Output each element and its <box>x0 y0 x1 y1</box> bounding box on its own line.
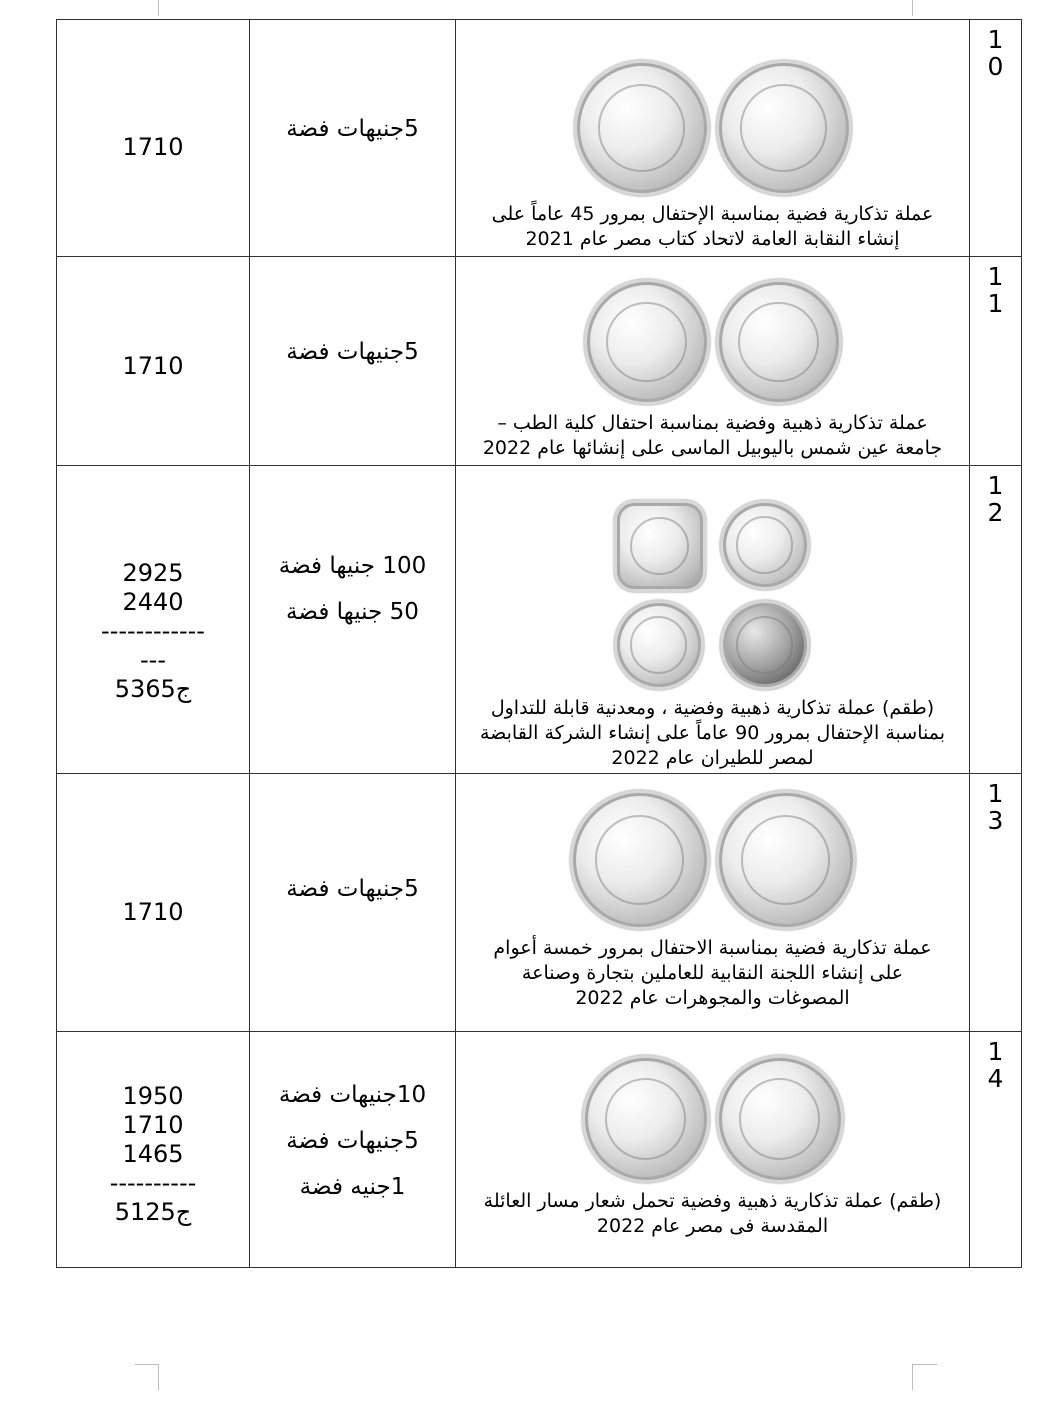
price-cell: 1950 1710 1465 ---------- 5125ج <box>57 1032 250 1268</box>
row-number: 1 3 <box>970 774 1022 1032</box>
coin-images <box>456 1055 969 1183</box>
coin-image <box>720 600 810 690</box>
denomination-cell <box>250 257 456 466</box>
price-cell: 1710 <box>57 257 250 466</box>
coin-image <box>720 500 810 590</box>
crop-mark <box>158 0 159 16</box>
coins-table <box>56 19 1022 1268</box>
description-text: عملة تذكارية فضية بمناسبة الإحتفال بمرور 45 عاماً على إنشاء النقابة العامة لاتحاد كتاب مصر عام 2021 <box>491 203 934 250</box>
denomination-text: 1جنيه فضة <box>299 1174 406 1200</box>
crop-mark <box>912 1364 913 1390</box>
description-cell <box>456 20 970 257</box>
crop-mark <box>912 0 913 16</box>
coin-images <box>456 279 969 405</box>
denomination-cell <box>250 466 456 774</box>
coin-images <box>456 790 969 930</box>
denomination-cell <box>250 1032 456 1268</box>
description-text: عملة تذكارية ذهبية وفضية بمناسبة احتفال كلية الطب – جامعة عين شمس باليوبيل الماسى على إنشائها عام 2022 <box>482 412 943 459</box>
coin-images <box>456 60 969 196</box>
coin-image <box>614 600 704 690</box>
price-cell: 1710 <box>57 774 250 1032</box>
table-row <box>57 257 1022 466</box>
price-cell: 1710 <box>57 20 250 257</box>
row-number: 1 4 <box>970 1032 1022 1268</box>
coin-obverse-image <box>584 279 710 405</box>
coin-reverse-image <box>716 1055 844 1183</box>
denomination-text: 50 جنيها فضة <box>286 599 419 625</box>
table-row <box>57 20 1022 257</box>
coin-obverse-image <box>574 60 710 196</box>
coin-image <box>614 500 706 592</box>
denomination-text: 5جنيهات فضة <box>286 876 419 902</box>
table-row <box>57 466 1022 774</box>
coin-reverse-image <box>716 279 842 405</box>
denomination-text: 10جنيهات فضة <box>278 1082 427 1108</box>
denomination-cell <box>250 20 456 257</box>
description-cell <box>456 257 970 466</box>
row-number: 1 2 <box>970 466 1022 774</box>
description-text: (طقم) عملة تذكارية ذهبية وفضية تحمل شعار مسار العائلة المقدسة فى مصر عام 2022 <box>483 1190 942 1237</box>
description-text: عملة تذكارية فضية بمناسبة الاحتفال بمرور خمسة أعوام على إنشاء اللجنة النقابية للعاملين بتجارة وصناعة المصوغات والمجوهرات عام 2022 <box>493 937 932 1009</box>
crop-mark <box>135 1364 159 1365</box>
row-number: 1 1 <box>970 257 1022 466</box>
coin-reverse-image <box>716 790 856 930</box>
description-cell <box>456 466 970 774</box>
coin-images <box>456 500 969 690</box>
denomination-text: 5جنيهات فضة <box>286 1128 419 1154</box>
table-row <box>57 1032 1022 1268</box>
table-row <box>57 774 1022 1032</box>
description-cell <box>456 774 970 1032</box>
price-cell: 2925 2440 ------------ --- 5365ج <box>57 466 250 774</box>
coin-obverse-image <box>570 790 710 930</box>
denomination-text: 100 جنيها فضة <box>278 553 427 579</box>
row-number: 1 0 <box>970 20 1022 257</box>
description-text: (طقم) عملة تذكارية ذهبية وفضية ، ومعدنية قابلة للتداول بمناسبة الإحتفال بمرور 90 عاماً على إنشاء الشركة القابضة لمصر للطيران عام 2022 <box>479 697 945 769</box>
coin-reverse-image <box>716 60 852 196</box>
denomination-text: 5جنيهات فضة <box>286 116 419 142</box>
description-cell <box>456 1032 970 1268</box>
crop-mark <box>158 1364 159 1390</box>
denomination-text: 5جنيهات فضة <box>286 339 419 365</box>
crop-mark <box>912 1364 937 1365</box>
coin-obverse-image <box>582 1055 710 1183</box>
denomination-cell <box>250 774 456 1032</box>
